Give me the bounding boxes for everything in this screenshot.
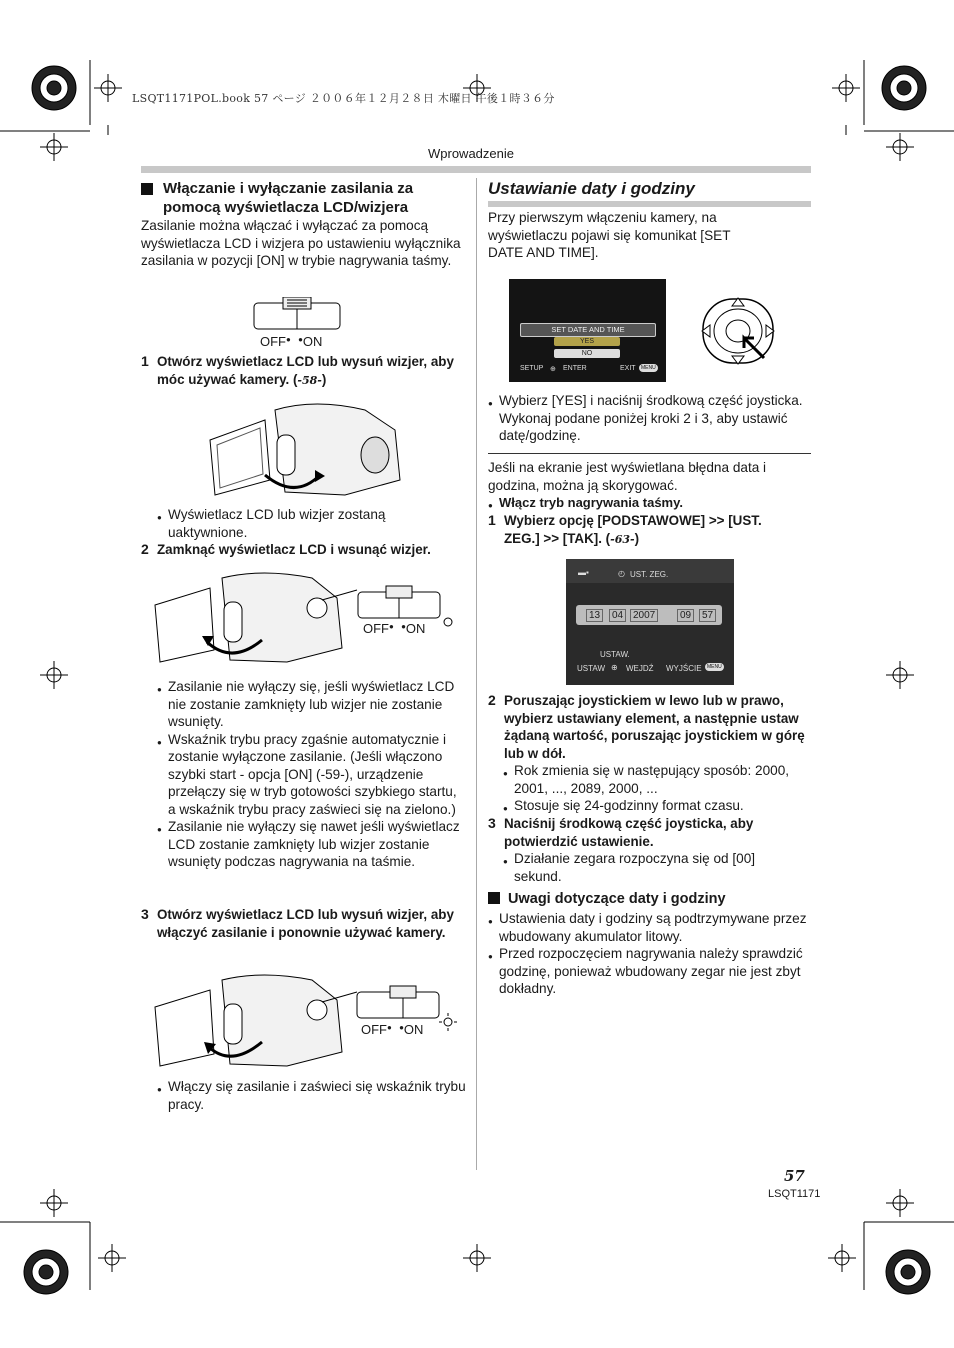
right-note1: ● Wybierz [YES] i naciśnij środkową część joysticka. Wykonaj podane poniżej kroki 2 i 3, aby ustawić datę/godzinę.: [488, 392, 808, 445]
tape-mode-icon: ▬▪: [578, 568, 589, 577]
clock-set-screen: [566, 559, 734, 685]
switch-labels-3: OFF● ●ON: [361, 1022, 424, 1037]
clock-set-title: UST. ZEG.: [630, 570, 669, 579]
right-step2-notes: ● Rok zmienia się w następujący sposób: 2000, 2001, ..., 2089, 2000, ... ● Stosuje się 24-godzinny format czasu.: [503, 762, 808, 815]
power-switch-figure-1: [253, 297, 343, 333]
right-divider: [488, 453, 811, 454]
right-step-1: 1 Wybierz opcję [PODSTAWOWE] >> [UST. ZEG.] >> [TAK]. (-63-): [488, 512, 762, 546]
left-step-2: 2 Zamknąć wyświetlacz LCD i wsunąć wizjer.: [141, 541, 431, 557]
menu-badge: MENU: [707, 664, 722, 670]
page-number: 57: [784, 1167, 805, 1185]
menu-badge: MENU: [641, 365, 656, 371]
right-step-3: 3 Naciśnij środkową część joysticka, aby potwierdzić ustawienie.: [488, 815, 754, 849]
section-title: Wprowadzenie: [428, 146, 514, 161]
power-intro: Zasilanie można włączać i wyłączać za pomocą wyświetlacza LCD i wizjera po ustawieniu wyłącznika zasilania w pozycji [ON] w trybie nagrywania taśmy.: [141, 218, 461, 268]
exit-label: EXIT: [620, 365, 636, 372]
joystick-icon: [700, 296, 776, 366]
set-date-screen: [509, 279, 666, 382]
wyjscie-label: WYJŚCIE: [666, 664, 702, 673]
square-bullet-icon: [141, 183, 153, 195]
enter-label: ENTER: [563, 365, 587, 372]
right-title: Ustawianie daty i godziny: [488, 179, 695, 198]
left-step1-note: ● Wyświetlacz LCD lub wizjer zostaną uaktywnione.: [157, 506, 467, 541]
left-step2-notes: ● Zasilanie nie wyłączy się, jeśli wyświetlacz LCD nie zostanie zamknięty lub wizjer nie zostanie wsunięty. ● Wskaźnik trybu pracy zgaśnie automatycznie i zostanie wyłączone zasilanie. (Jeśli włączono szybki start - opcja [ON] (-59-), urządzenie przełączy się w tryb gotowości szybkiego startu, a wskaźnik trybu pracy zaświeci się na zielono.) ● Zasilanie nie wyłączy się nawet jeśli wyświetlacz LCD zostanie zamknięty lub wizjer zostanie wsunięty podczas nagrywania na taśmie.: [157, 678, 467, 871]
minute-field: 57: [699, 609, 716, 622]
camcorder-open-lcd-figure: [205, 400, 405, 500]
clock-icon: ◴: [618, 569, 625, 578]
right-bullet-rec: ● Włącz tryb nagrywania taśmy.: [488, 494, 808, 512]
joystick-small-icon: ⊕: [550, 366, 556, 373]
doc-code: LSQT1171: [768, 1188, 821, 1200]
square-bullet-icon: [488, 892, 500, 904]
yes-option: YES: [554, 337, 620, 346]
notes-heading: Uwagi dotyczące daty i godziny: [488, 891, 808, 907]
right-para2: Jeśli na ekranie jest wyświetlana błędna data i godzina, można ją skorygować.: [488, 460, 767, 493]
hour-field: 09: [677, 609, 694, 622]
file-info-line: LSQT1171POL.book 57 ページ ２００６年１２月２８日 木曜日 午後１時３６分: [132, 92, 555, 105]
wejdz-label: WEJDŹ: [626, 664, 654, 673]
header-rule: [141, 166, 811, 173]
column-divider: [476, 178, 477, 1170]
power-heading: Włączanie i wyłączanie zasilania za pomocą wyświetlacza LCD/wizjera: [141, 180, 466, 217]
day-field: 13: [586, 609, 603, 622]
switch-labels-1: OFF● ●ON: [260, 334, 323, 349]
title-rule: [488, 201, 811, 207]
ustaw-hint: USTAW: [577, 664, 605, 673]
right-step-2: 2 Poruszając joystickiem w lewo lub w prawo, wybierz ustawiany element, a następnie ustaw żądaną wartość, poruszając joystickiem w górę lub w dół.: [488, 692, 805, 761]
left-step3-note: ● Włączy się zasilanie i zaświeci się wskaźnik trybu pracy.: [157, 1078, 467, 1113]
left-step-1: 1 Otwórz wyświetlacz LCD lub wysuń wizjer, aby móc używać kamery. (-58-): [141, 353, 454, 387]
set-date-banner: SET DATE AND TIME: [520, 323, 656, 337]
month-field: 04: [609, 609, 626, 622]
right-intro: Przy pierwszym włączeniu kamery, na wyświetlaczu pojawi się komunikat [SET DATE AND TIME].: [488, 210, 731, 260]
setup-label: SETUP: [520, 365, 544, 372]
date-notes: ● Ustawienia daty i godziny są podtrzymywane przez wbudowany akumulator litowy. ● Przed rozpoczęciem nagrywania należy sprawdzić godzinę, ponieważ wbudowany zegar nie jest zbyt dokładny.: [488, 910, 808, 998]
no-option: NO: [554, 349, 620, 358]
joystick-small-icon: ⊕: [611, 663, 618, 672]
switch-labels-2: OFF● ●ON: [363, 621, 426, 636]
ustaw-label: USTAW.: [600, 650, 630, 659]
date-time-row: [576, 605, 722, 625]
right-step3-note: ● Działanie zegara rozpoczyna się od [00] sekund.: [503, 850, 763, 885]
year-field: 2007: [630, 609, 658, 622]
left-step-3: 3 Otwórz wyświetlacz LCD lub wysuń wizjer, aby włączyć zasilanie i ponownie używać kamery.: [141, 906, 454, 940]
left-column: [141, 180, 466, 270]
